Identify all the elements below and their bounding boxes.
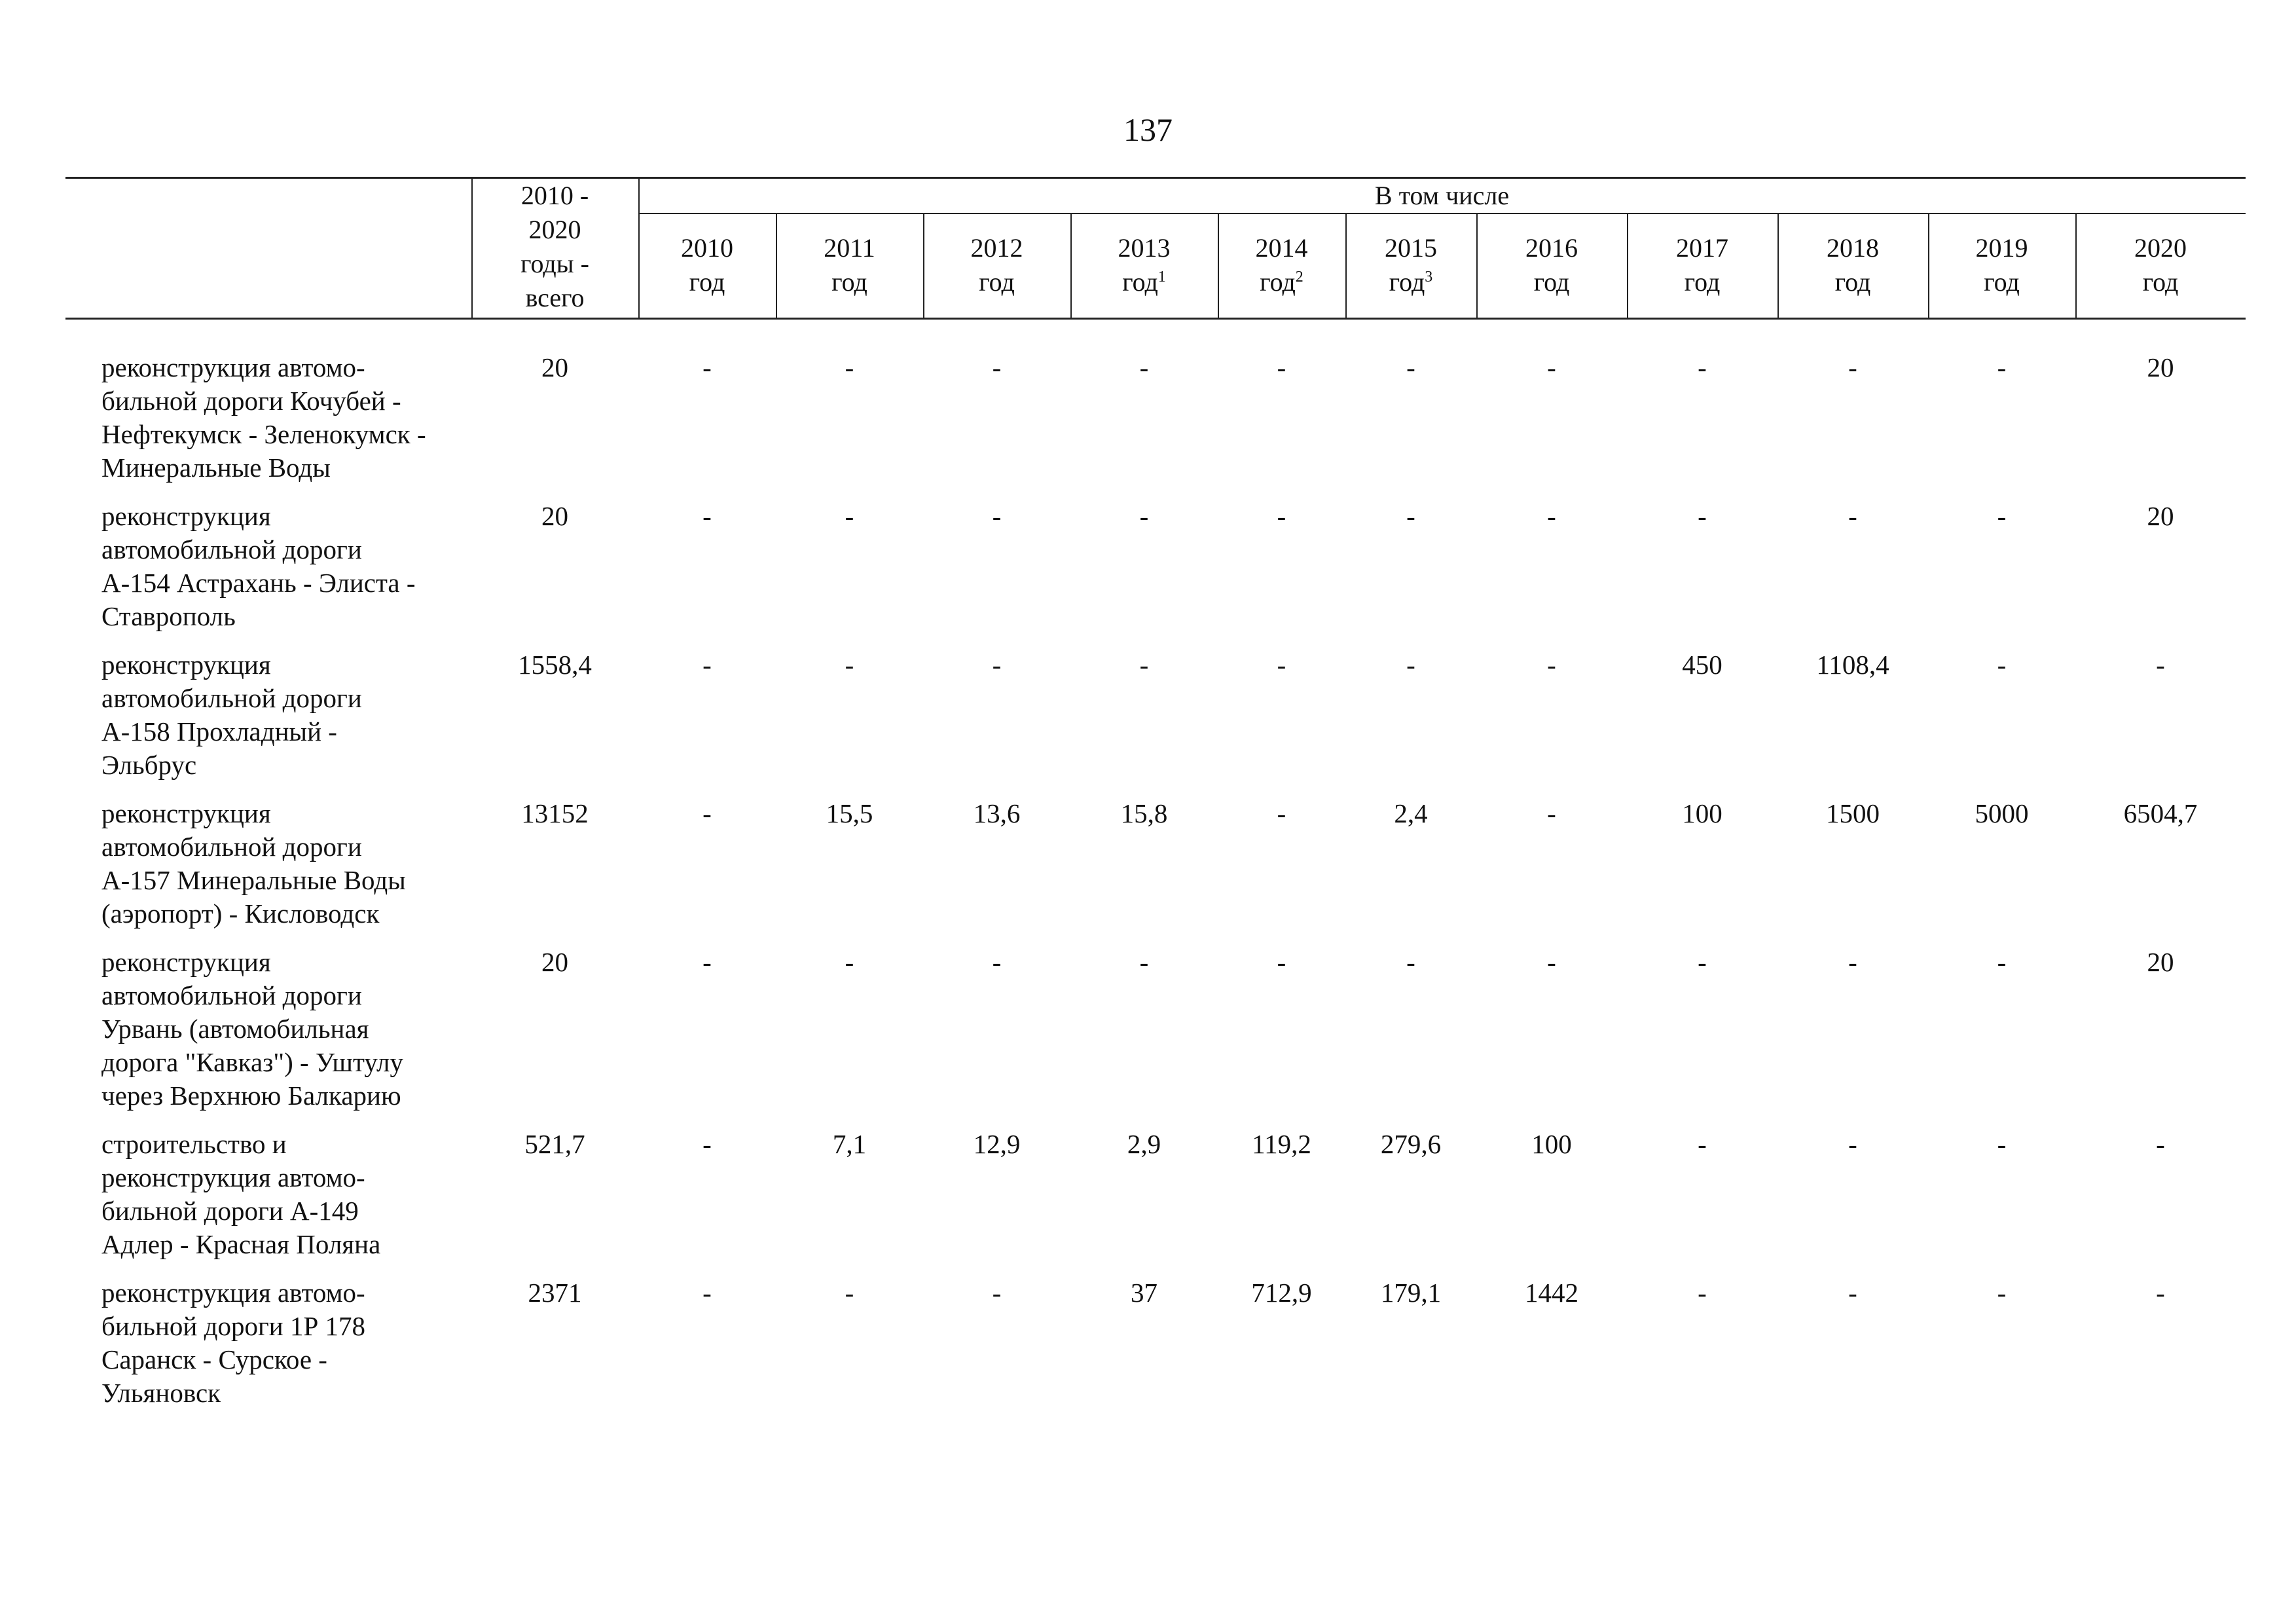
- header-year-2020: [2075, 231, 2246, 299]
- row-value-2012: 13,6: [973, 798, 1021, 828]
- footnote-mark: 1: [1157, 268, 1166, 286]
- row-value-2020: 20: [2147, 352, 2174, 382]
- row-value-2018: -: [1848, 1129, 1857, 1159]
- row-value-2017: -: [1698, 501, 1707, 531]
- row-value-2011: -: [845, 1278, 854, 1308]
- header-year-2018: [1777, 231, 1928, 299]
- row-description: реконструкция автомобильной дороги А-154 Астрахань - Элиста - Ставрополь: [101, 501, 416, 631]
- row-value-2020: 20: [2147, 947, 2174, 977]
- header-year-number: 2016: [1525, 233, 1578, 263]
- row-value-2013: -: [1139, 352, 1149, 382]
- header-year-2011: [776, 231, 923, 299]
- row-value-2016: -: [1547, 947, 1556, 977]
- row-value-2020: 20: [2147, 501, 2174, 531]
- row-description: строительство и реконструкция автомо- бильной дороги А-149 Адлер - Красная Поляна: [101, 1129, 381, 1259]
- row-value-2015: 179,1: [1380, 1278, 1442, 1308]
- header-subdivider: [638, 213, 2246, 214]
- table-header: [65, 177, 2246, 320]
- header-year-number: 2014: [1255, 233, 1308, 263]
- header-year-2016: [1476, 231, 1627, 299]
- table-row: [65, 351, 2246, 500]
- row-value-2015: -: [1406, 947, 1415, 977]
- row-value-2018: -: [1848, 501, 1857, 531]
- row-value-2014: -: [1277, 352, 1286, 382]
- header-total-label: 2010 - 2020 годы - всего: [520, 181, 589, 312]
- row-value-2015: -: [1406, 501, 1415, 531]
- row-value-2013: 2,9: [1127, 1129, 1161, 1159]
- header-year-2014: [1218, 231, 1345, 299]
- row-value-2012: -: [992, 1278, 1002, 1308]
- row-value-2011: 7,1: [832, 1129, 867, 1159]
- row-total: 1558,4: [518, 650, 592, 680]
- row-value-2016: 1442: [1525, 1278, 1578, 1308]
- header-year-unit: год: [979, 267, 1015, 297]
- row-value-2013: 37: [1131, 1278, 1157, 1308]
- table-row: [65, 500, 2246, 648]
- row-value-2018: -: [1848, 352, 1857, 382]
- row-value-2011: -: [845, 352, 854, 382]
- header-year-number: 2010: [681, 233, 733, 263]
- row-value-2016: -: [1547, 352, 1556, 382]
- row-value-2010: -: [702, 650, 712, 680]
- row-value-2011: -: [845, 501, 854, 531]
- header-year-2017: [1627, 231, 1777, 299]
- row-value-2012: 12,9: [973, 1129, 1021, 1159]
- header-group-label: В том числе: [1374, 181, 1510, 210]
- row-value-2010: -: [702, 947, 712, 977]
- table-row: [65, 648, 2246, 797]
- row-value-2010: -: [702, 1129, 712, 1159]
- table-row: [65, 1128, 2246, 1276]
- row-value-2017: -: [1698, 1278, 1707, 1308]
- row-value-2010: -: [702, 501, 712, 531]
- row-value-2015: -: [1406, 352, 1415, 382]
- row-value-2014: -: [1277, 501, 1286, 531]
- row-value-2018: -: [1848, 947, 1857, 977]
- row-value-2017: -: [1698, 1129, 1707, 1159]
- header-year-number: 2011: [824, 233, 875, 263]
- header-year-number: 2012: [970, 233, 1023, 263]
- header-year-unit: год: [2142, 267, 2179, 297]
- row-value-2014: -: [1277, 798, 1286, 828]
- header-year-unit: год: [689, 267, 725, 297]
- row-value-2020: -: [2156, 1129, 2165, 1159]
- header-year-2015: [1345, 231, 1476, 299]
- header-year-number: 2020: [2134, 233, 2187, 263]
- row-value-2019: -: [1997, 1278, 2007, 1308]
- row-total: 13152: [521, 798, 589, 828]
- row-value-2016: -: [1547, 798, 1556, 828]
- row-value-2019: -: [1997, 650, 2007, 680]
- header-year-2012: [923, 231, 1070, 299]
- row-value-2013: -: [1139, 501, 1149, 531]
- row-value-2011: -: [845, 650, 854, 680]
- row-description: реконструкция автомобильной дороги Урвань (автомобильная дорога "Кавказ") - Уштулу через Верхнюю Балкарию: [101, 947, 403, 1111]
- row-description: реконструкция автомо- бильной дороги Кочубей - Нефтекумск - Зеленокумск - Минеральные Воды: [101, 352, 426, 483]
- row-value-2015: -: [1406, 650, 1415, 680]
- row-value-2016: -: [1547, 501, 1556, 531]
- row-value-2020: -: [2156, 650, 2165, 680]
- row-value-2010: -: [702, 1278, 712, 1308]
- header-year-number: 2018: [1827, 233, 1879, 263]
- footnote-mark: 3: [1425, 268, 1433, 286]
- row-description: реконструкция автомобильной дороги А-157 Минеральные Воды (аэропорт) - Кисловодск: [101, 798, 406, 929]
- header-year-2019: [1928, 231, 2075, 299]
- row-value-2019: -: [1997, 1129, 2007, 1159]
- row-value-2012: -: [992, 947, 1002, 977]
- header-year-2013: [1070, 231, 1218, 299]
- row-value-2019: -: [1997, 501, 2007, 531]
- header-year-number: 2017: [1676, 233, 1728, 263]
- row-value-2016: -: [1547, 650, 1556, 680]
- header-year-unit: год: [831, 267, 867, 297]
- row-value-2017: 450: [1682, 650, 1722, 680]
- row-value-2013: -: [1139, 947, 1149, 977]
- row-value-2017: 100: [1682, 798, 1722, 828]
- header-year-number: 2013: [1118, 233, 1171, 263]
- row-value-2015: 279,6: [1380, 1129, 1442, 1159]
- header-year-2010: [638, 231, 776, 299]
- row-total: 2371: [528, 1278, 582, 1308]
- header-year-unit: год$^3$: [1389, 267, 1433, 297]
- row-value-2017: -: [1698, 352, 1707, 382]
- header-year-unit: год: [1984, 267, 2020, 297]
- row-value-2011: -: [845, 947, 854, 977]
- header-year-unit: год$^1$: [1122, 267, 1166, 297]
- row-value-2020: 6504,7: [2123, 798, 2198, 828]
- row-total: 20: [541, 352, 568, 382]
- header-year-unit: год: [1684, 267, 1721, 297]
- header-year-number: 2015: [1385, 233, 1437, 263]
- row-value-2020: -: [2156, 1278, 2165, 1308]
- header-year-unit: год$^2$: [1260, 267, 1303, 297]
- header-year-number: 2019: [1975, 233, 2028, 263]
- row-value-2011: 15,5: [826, 798, 873, 828]
- row-value-2013: -: [1139, 650, 1149, 680]
- row-value-2015: 2,4: [1394, 798, 1428, 828]
- header-year-unit: год: [1533, 267, 1570, 297]
- table-row: [65, 1276, 2246, 1427]
- row-value-2018: -: [1848, 1278, 1857, 1308]
- funding-table: [65, 177, 2246, 1427]
- row-value-2014: 712,9: [1251, 1278, 1312, 1308]
- row-value-2016: 100: [1531, 1129, 1572, 1159]
- row-value-2010: -: [702, 352, 712, 382]
- row-value-2018: 1500: [1826, 798, 1880, 828]
- row-value-2019: 5000: [1975, 798, 2029, 828]
- row-value-2013: 15,8: [1120, 798, 1168, 828]
- row-total: 20: [541, 947, 568, 977]
- row-value-2014: -: [1277, 947, 1286, 977]
- page-number: 137: [1123, 111, 1173, 148]
- header-year-unit: год: [1834, 267, 1871, 297]
- row-value-2012: -: [992, 650, 1002, 680]
- row-value-2014: 119,2: [1252, 1129, 1311, 1159]
- row-value-2019: -: [1997, 947, 2007, 977]
- row-total: 20: [541, 501, 568, 531]
- row-total: 521,7: [524, 1129, 585, 1159]
- row-value-2010: -: [702, 798, 712, 828]
- footnote-mark: 2: [1295, 268, 1303, 286]
- table-row: [65, 946, 2246, 1128]
- row-description: реконструкция автомобильной дороги А-158 Прохладный - Эльбрус: [101, 650, 362, 780]
- row-value-2014: -: [1277, 650, 1286, 680]
- table-body: [65, 351, 2246, 1427]
- row-description: реконструкция автомо- бильной дороги 1Р 178 Саранск - Сурское - Ульяновск: [101, 1278, 366, 1408]
- row-value-2019: -: [1997, 352, 2007, 382]
- row-value-2012: -: [992, 501, 1002, 531]
- table-row: [65, 797, 2246, 946]
- row-value-2012: -: [992, 352, 1002, 382]
- row-value-2017: -: [1698, 947, 1707, 977]
- row-value-2018: 1108,4: [1816, 650, 1889, 680]
